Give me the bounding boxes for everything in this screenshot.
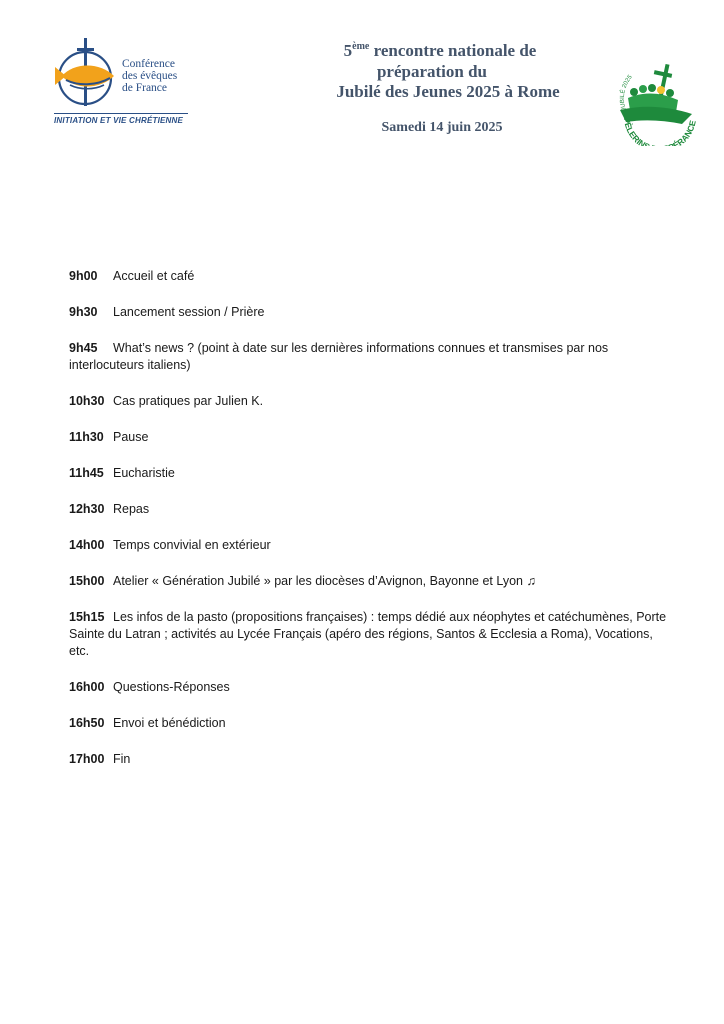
cef-name-line: des évêques (122, 70, 178, 82)
agenda-time: 17h00 (69, 752, 105, 766)
jubilee-top-text: JUBILÉ 2025 (619, 74, 634, 112)
agenda-item (69, 340, 669, 374)
agenda-text: Fin (113, 752, 131, 766)
agenda-list (69, 268, 669, 787)
agenda-time: 16h50 (69, 716, 105, 730)
agenda-text: Cas pratiques par Julien K. (113, 394, 264, 408)
agenda-item (69, 501, 669, 518)
agenda-text: Repas (113, 502, 150, 516)
agenda-item (69, 751, 669, 768)
cef-emblem-icon (52, 36, 122, 112)
agenda-item (69, 393, 669, 410)
agenda-time: 15h15 (69, 610, 105, 624)
agenda-text: Envoi et bénédiction (113, 716, 226, 730)
agenda-time: 10h30 (69, 394, 105, 408)
cef-name-line: de France (122, 82, 168, 94)
agenda-text: Atelier « Génération Jubilé » par les diocèses d’Avignon, Bayonne et Lyon ♫ (113, 574, 536, 588)
agenda-text: Temps convivial en extérieur (113, 538, 271, 552)
agenda-item (69, 609, 669, 660)
title-line-1 (290, 36, 590, 62)
cef-divider (54, 113, 188, 114)
agenda-item (69, 537, 669, 554)
agenda-time: 15h00 (69, 574, 105, 588)
title-line-3: Jubilé des Jeunes 2025 à Rome (336, 82, 560, 101)
title-ordinal: 5 (343, 41, 353, 60)
title-line-2: préparation du (376, 62, 488, 81)
title-ordinal-suffix: ème (352, 41, 370, 52)
agenda-item (69, 465, 669, 482)
agenda-item (69, 573, 669, 590)
agenda-item (69, 304, 669, 321)
agenda-time: 12h30 (69, 502, 105, 516)
cef-name (122, 58, 177, 94)
agenda-item (69, 268, 669, 285)
agenda-time: 16h00 (69, 680, 105, 694)
event-date: Samedi 14 juin 2025 (381, 120, 503, 135)
agenda-text: Les infos de la pasto (propositions françaises) : temps dédié aux néophytes et catéchumènes, Porte Sainte du Latran ; activités au Lycée Français (apéro des régions, Santos & Ecclesia a Roma), Vocations, etc. (69, 610, 667, 658)
agenda-text: Accueil et café (113, 269, 195, 283)
agenda-item (69, 679, 669, 696)
cef-name-line: Conférence (122, 58, 175, 70)
jubilee-emblem-icon (612, 58, 700, 146)
agenda-text: Eucharistie (113, 466, 175, 480)
agenda-time: 9h00 (69, 269, 98, 283)
agenda-time: 14h00 (69, 538, 105, 552)
jubilee-logo (612, 58, 700, 146)
cef-logo (52, 36, 192, 128)
agenda-text: Pause (113, 430, 149, 444)
agenda-time: 11h45 (69, 466, 104, 480)
document-header (300, 36, 600, 137)
agenda-text: Questions-Réponses (113, 680, 230, 694)
agenda-item (69, 715, 669, 732)
title-line-1-text: rencontre nationale de (369, 41, 537, 60)
agenda-text: Lancement session / Prière (113, 305, 265, 319)
cef-tagline: INITIATION ET VIE CHRÉTIENNE (54, 116, 184, 125)
agenda-item (69, 429, 669, 446)
agenda-time: 11h30 (69, 430, 104, 444)
agenda-time: 9h45 (69, 341, 98, 355)
agenda-time: 9h30 (69, 305, 98, 319)
svg-text:PÈLERINS D'ESPÉRANCE (622, 117, 698, 146)
jubilee-bottom-text: PÈLERIN ÉRANCE (621, 116, 698, 146)
agenda-text: What’s news ? (point à date sur les dernières informations connues et transmises par nos interlocuteurs italiens) (69, 341, 609, 372)
